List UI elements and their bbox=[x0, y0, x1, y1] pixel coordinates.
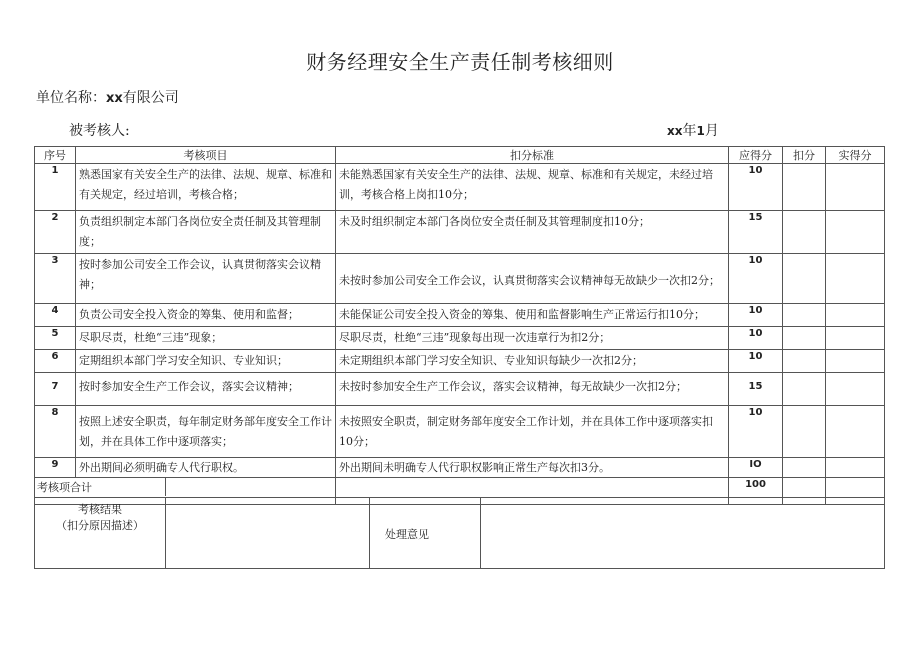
row-due-score: 10 bbox=[729, 304, 783, 327]
row-actual-cell[interactable] bbox=[826, 164, 885, 211]
header-row bbox=[35, 147, 885, 164]
date-xx: xx bbox=[667, 124, 683, 138]
table-row bbox=[35, 211, 885, 254]
row-seq: 6 bbox=[35, 350, 76, 373]
table-row bbox=[35, 304, 885, 327]
row-actual-cell[interactable] bbox=[826, 458, 885, 478]
row-due-score: 10 bbox=[729, 350, 783, 373]
row-deduct-cell[interactable] bbox=[783, 373, 826, 406]
row-due-score: IO bbox=[729, 458, 783, 478]
row-item: 负责公司安全投入资金的筹集、使用和监督； bbox=[76, 304, 336, 327]
table-row bbox=[35, 164, 885, 211]
row-deduct-cell[interactable] bbox=[783, 327, 826, 350]
row-actual-cell[interactable] bbox=[826, 373, 885, 406]
header-standard: 扣分标准 bbox=[336, 147, 729, 164]
table-row bbox=[35, 254, 885, 304]
row-item: 按照上述安全职责，每年制定财务部年度安全工作计划，并在具体工作中逐项落实； bbox=[76, 406, 336, 458]
date-month-num: 1 bbox=[696, 124, 705, 138]
header-deduct: 扣分 bbox=[783, 147, 826, 164]
row-due-score: 10 bbox=[729, 254, 783, 304]
document-title: 财务经理安全生产责任制考核细则 bbox=[306, 50, 614, 74]
unit-suffix: 有限公司 bbox=[122, 90, 179, 106]
result-sublabel: （扣分原因描述） bbox=[56, 519, 144, 532]
result-table bbox=[34, 497, 885, 569]
row-actual-cell[interactable] bbox=[826, 350, 885, 373]
result-label-cell bbox=[35, 498, 166, 569]
row-standard: 未按照安全职责，制定财务部年度安全工作计划，并在具体工作中逐项落实扣10分； bbox=[336, 406, 729, 458]
row-due-score: 10 bbox=[729, 327, 783, 350]
unit-label: 单位名称： bbox=[36, 90, 106, 106]
unit-name bbox=[36, 87, 179, 107]
header-actual-score: 实得分 bbox=[826, 147, 885, 164]
row-seq: 9 bbox=[35, 458, 76, 478]
row-deduct-cell[interactable] bbox=[783, 406, 826, 458]
handle-label: 处理意见 bbox=[385, 528, 429, 541]
row-standard: 未按时参加安全生产工作会议，落实会议精神，每无故缺少一次扣2分； bbox=[336, 373, 729, 406]
row-standard: 未能熟悉国家有关安全生产的法律、法规、规章、标准和有关规定，未经过培训，考核合格上岗扣10分； bbox=[336, 164, 729, 211]
table-row bbox=[35, 373, 885, 406]
row-actual-cell[interactable] bbox=[826, 304, 885, 327]
result-row bbox=[35, 498, 885, 569]
row-item: 外出期间必须明确专人代行职权。 bbox=[76, 458, 336, 478]
assessment-date bbox=[667, 120, 719, 140]
row-standard: 未及时组织制定本部门各岗位安全责任制及其管理制度扣10分； bbox=[336, 211, 729, 254]
row-deduct-cell[interactable] bbox=[783, 254, 826, 304]
handle-label-cell bbox=[370, 498, 481, 569]
row-due-score: 10 bbox=[729, 164, 783, 211]
total-score: 100 bbox=[729, 478, 783, 505]
row-deduct-cell[interactable] bbox=[783, 458, 826, 478]
row-deduct-cell[interactable] bbox=[783, 350, 826, 373]
row-item: 熟悉国家有关安全生产的法律、法规、规章、标准和有关规定，经过培训，考核合格； bbox=[76, 164, 336, 211]
header-due-score: 应得分 bbox=[729, 147, 783, 164]
result-description-field[interactable] bbox=[166, 498, 370, 569]
row-actual-cell[interactable] bbox=[826, 327, 885, 350]
row-seq: 3 bbox=[35, 254, 76, 304]
row-seq: 5 bbox=[35, 327, 76, 350]
date-month: 月 bbox=[704, 123, 719, 139]
assessment-table bbox=[34, 146, 885, 505]
row-standard: 尽职尽责，杜绝“三违”现象每出现一次违章行为扣2分； bbox=[336, 327, 729, 350]
row-standard: 未按时参加公司安全工作会议，认真贯彻落实会议精神每无故缺少一次扣2分； bbox=[336, 254, 729, 304]
row-item: 按时参加安全生产工作会议，落实会议精神； bbox=[76, 373, 336, 406]
row-deduct-cell[interactable] bbox=[783, 304, 826, 327]
row-deduct-cell[interactable] bbox=[783, 211, 826, 254]
result-label: 考核结果 bbox=[78, 503, 122, 516]
row-seq: 8 bbox=[35, 406, 76, 458]
row-standard: 未定期组织本部门学习安全知识、专业知识每缺少一次扣2分； bbox=[336, 350, 729, 373]
total-label-text: 考核项合计 bbox=[35, 478, 166, 496]
row-standard: 未能保证公司安全投入资金的筹集、使用和监督影响生产正常运行扣10分； bbox=[336, 304, 729, 327]
row-deduct-cell[interactable] bbox=[783, 164, 826, 211]
row-due-score: 10 bbox=[729, 406, 783, 458]
row-due-score: 15 bbox=[729, 211, 783, 254]
unit-value: xx bbox=[106, 91, 123, 106]
table-row bbox=[35, 458, 885, 478]
row-seq: 2 bbox=[35, 211, 76, 254]
row-actual-cell[interactable] bbox=[826, 406, 885, 458]
header-seq: 序号 bbox=[35, 147, 76, 164]
header-item: 考核项目 bbox=[76, 147, 336, 164]
row-standard: 外出期间未明确专人代行职权影响正常生产每次扣3分。 bbox=[336, 458, 729, 478]
row-seq: 4 bbox=[35, 304, 76, 327]
row-seq: 1 bbox=[35, 164, 76, 211]
row-actual-cell[interactable] bbox=[826, 254, 885, 304]
table-row bbox=[35, 350, 885, 373]
row-seq: 7 bbox=[35, 373, 76, 406]
row-item: 尽职尽责，杜绝“三违”现象； bbox=[76, 327, 336, 350]
date-year: 年 bbox=[682, 123, 697, 139]
table-row bbox=[35, 327, 885, 350]
row-due-score: 15 bbox=[729, 373, 783, 406]
row-item: 定期组织本部门学习安全知识、专业知识； bbox=[76, 350, 336, 373]
handle-opinion-field[interactable] bbox=[481, 498, 885, 569]
row-actual-cell[interactable] bbox=[826, 211, 885, 254]
row-item: 负责组织制定本部门各岗位安全责任制及其管理制度； bbox=[76, 211, 336, 254]
table-row bbox=[35, 406, 885, 458]
row-item: 按时参加公司安全工作会议，认真贯彻落实会议精神； bbox=[76, 254, 336, 304]
examinee-label: 被考核人: bbox=[69, 123, 130, 139]
